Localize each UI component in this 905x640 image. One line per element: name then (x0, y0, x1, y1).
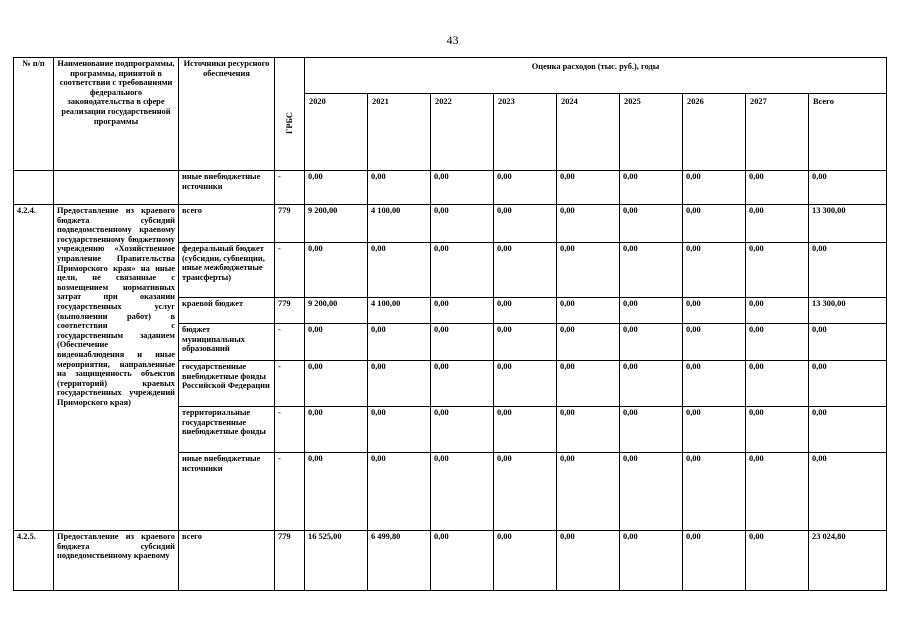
row-value: 9 200,00 (305, 298, 368, 324)
row-value: 0,00 (368, 171, 431, 205)
row-grbs: - (275, 171, 305, 205)
row-value: 0,00 (431, 453, 494, 531)
row-value: 0,00 (305, 324, 368, 361)
table-row (14, 171, 887, 205)
row-value: 0,00 (368, 243, 431, 298)
row-value: 0,00 (620, 531, 683, 591)
row-value: 0,00 (683, 531, 746, 591)
row-value: 0,00 (431, 171, 494, 205)
row-value: 0,00 (431, 298, 494, 324)
header-year: 2021 (368, 94, 431, 171)
row-grbs: 779 (275, 531, 305, 591)
row-name (54, 171, 179, 205)
row-value: 0,00 (305, 453, 368, 531)
row-value: 0,00 (305, 171, 368, 205)
row-value: 13 300,00 (809, 298, 887, 324)
row-value: 0,00 (431, 243, 494, 298)
row-value: 0,00 (368, 361, 431, 407)
header-total: Всего (809, 94, 887, 171)
row-value: 0,00 (494, 531, 557, 591)
row-value: 0,00 (494, 243, 557, 298)
row-grbs: - (275, 453, 305, 531)
row-value: 0,00 (620, 298, 683, 324)
row-source: иные внебюджетные источники (179, 171, 275, 205)
row-value: 0,00 (683, 243, 746, 298)
row-value: 0,00 (305, 361, 368, 407)
row-grbs: - (275, 407, 305, 453)
row-value: 0,00 (683, 205, 746, 243)
row-value: 0,00 (746, 361, 809, 407)
row-value: 0,00 (683, 171, 746, 205)
row-value: 0,00 (557, 407, 620, 453)
row-value: 0,00 (809, 453, 887, 531)
row-value: 0,00 (809, 324, 887, 361)
row-value: 9 200,00 (305, 205, 368, 243)
row-source: федеральный бюджет (субсидии, субвенции, иные межбюджетные трансферты) (179, 243, 275, 298)
row-value: 23 024,80 (809, 531, 887, 591)
row-value: 0,00 (368, 324, 431, 361)
row-value: 0,00 (494, 171, 557, 205)
row-num (14, 171, 54, 205)
row-value: 0,00 (557, 298, 620, 324)
header-num: № п/п (14, 58, 54, 171)
row-value: 0,00 (809, 171, 887, 205)
row-value: 13 300,00 (809, 205, 887, 243)
row-value: 0,00 (683, 324, 746, 361)
row-name: Предоставление из краевого бюджета субсидий подведомственному краевому (54, 531, 179, 591)
header-source: Источники ресурсного обеспечения (179, 58, 275, 171)
row-value: 0,00 (431, 407, 494, 453)
row-value: 0,00 (368, 407, 431, 453)
row-value: 0,00 (620, 243, 683, 298)
row-name: Предоставление из краевого бюджета субсидий подведомственному краевому государственному бюджетному учреждению «Хозяйственное управление Правительства Приморского края» на иные цели, не связанные с возмещением нормативных затрат при оказании государственных услуг (выполнении работ) в соответствии с государственным заданием (Обеспечение видеонаблюдения и иные мероприятия, направленные на защищенность объектов (территорий) краевых государственных учреждений Приморского края) (54, 205, 179, 531)
row-value: 0,00 (683, 453, 746, 531)
row-value: 0,00 (431, 205, 494, 243)
row-value: 0,00 (746, 324, 809, 361)
row-value: 0,00 (809, 243, 887, 298)
row-value: 0,00 (557, 453, 620, 531)
row-value: 0,00 (746, 531, 809, 591)
row-value: 4 100,00 (368, 298, 431, 324)
row-source: краевой бюджет (179, 298, 275, 324)
row-value: 0,00 (494, 361, 557, 407)
header-grbs: ГРБС (275, 58, 305, 171)
row-value: 0,00 (746, 205, 809, 243)
row-source: территориальные государственные внебюджетные фонды (179, 407, 275, 453)
row-value: 0,00 (620, 171, 683, 205)
row-value: 0,00 (620, 361, 683, 407)
row-grbs: 779 (275, 205, 305, 243)
row-value: 4 100,00 (368, 205, 431, 243)
header-year: 2026 (683, 94, 746, 171)
header-estimate: Оценка расходов (тыс. руб.), годы (305, 58, 887, 94)
row-source: бюджет муниципальных образований (179, 324, 275, 361)
row-value: 0,00 (557, 531, 620, 591)
row-num: 4.2.4. (14, 205, 54, 531)
row-value: 0,00 (620, 324, 683, 361)
row-value: 0,00 (431, 361, 494, 407)
row-value: 0,00 (746, 407, 809, 453)
row-value: 0,00 (557, 361, 620, 407)
header-name: Наименование подпрограммы, программы, принятой в соответствии с требованиями федерального законодательства в сфере реализации государственной программы (54, 58, 179, 171)
row-value: 0,00 (746, 171, 809, 205)
row-source: всего (179, 205, 275, 243)
row-source: иные внебюджетные источники (179, 453, 275, 531)
row-grbs: - (275, 243, 305, 298)
row-value: 0,00 (494, 453, 557, 531)
page-number: 43 (446, 33, 459, 47)
row-value: 0,00 (557, 171, 620, 205)
row-value: 0,00 (557, 324, 620, 361)
row-grbs: 779 (275, 298, 305, 324)
row-value: 0,00 (494, 298, 557, 324)
row-value: 0,00 (368, 453, 431, 531)
row-grbs: - (275, 324, 305, 361)
row-value: 0,00 (746, 453, 809, 531)
expenditure-table (13, 57, 887, 591)
row-value: 6 499,80 (368, 531, 431, 591)
table-row (14, 205, 887, 243)
row-source: всего (179, 531, 275, 591)
row-value: 0,00 (746, 243, 809, 298)
header-year: 2027 (746, 94, 809, 171)
row-value: 0,00 (557, 205, 620, 243)
header-year: 2024 (557, 94, 620, 171)
row-value: 0,00 (620, 407, 683, 453)
header-year: 2025 (620, 94, 683, 171)
row-grbs: - (275, 361, 305, 407)
row-value: 0,00 (683, 298, 746, 324)
row-value: 0,00 (809, 361, 887, 407)
header-year: 2023 (494, 94, 557, 171)
row-value: 16 525,00 (305, 531, 368, 591)
row-value: 0,00 (305, 243, 368, 298)
row-value: 0,00 (683, 407, 746, 453)
row-value: 0,00 (431, 324, 494, 361)
row-value: 0,00 (494, 407, 557, 453)
row-value: 0,00 (494, 324, 557, 361)
header-year: 2022 (431, 94, 494, 171)
row-source: государственные внебюджетные фонды Российской Федерации (179, 361, 275, 407)
row-value: 0,00 (620, 205, 683, 243)
row-value: 0,00 (431, 531, 494, 591)
table-row (14, 531, 887, 591)
row-value: 0,00 (557, 243, 620, 298)
header-year: 2020 (305, 94, 368, 171)
row-value: 0,00 (683, 361, 746, 407)
row-value: 0,00 (494, 205, 557, 243)
row-num: 4.2.5. (14, 531, 54, 591)
row-value: 0,00 (746, 298, 809, 324)
row-value: 0,00 (809, 407, 887, 453)
row-value: 0,00 (305, 407, 368, 453)
row-value: 0,00 (620, 453, 683, 531)
